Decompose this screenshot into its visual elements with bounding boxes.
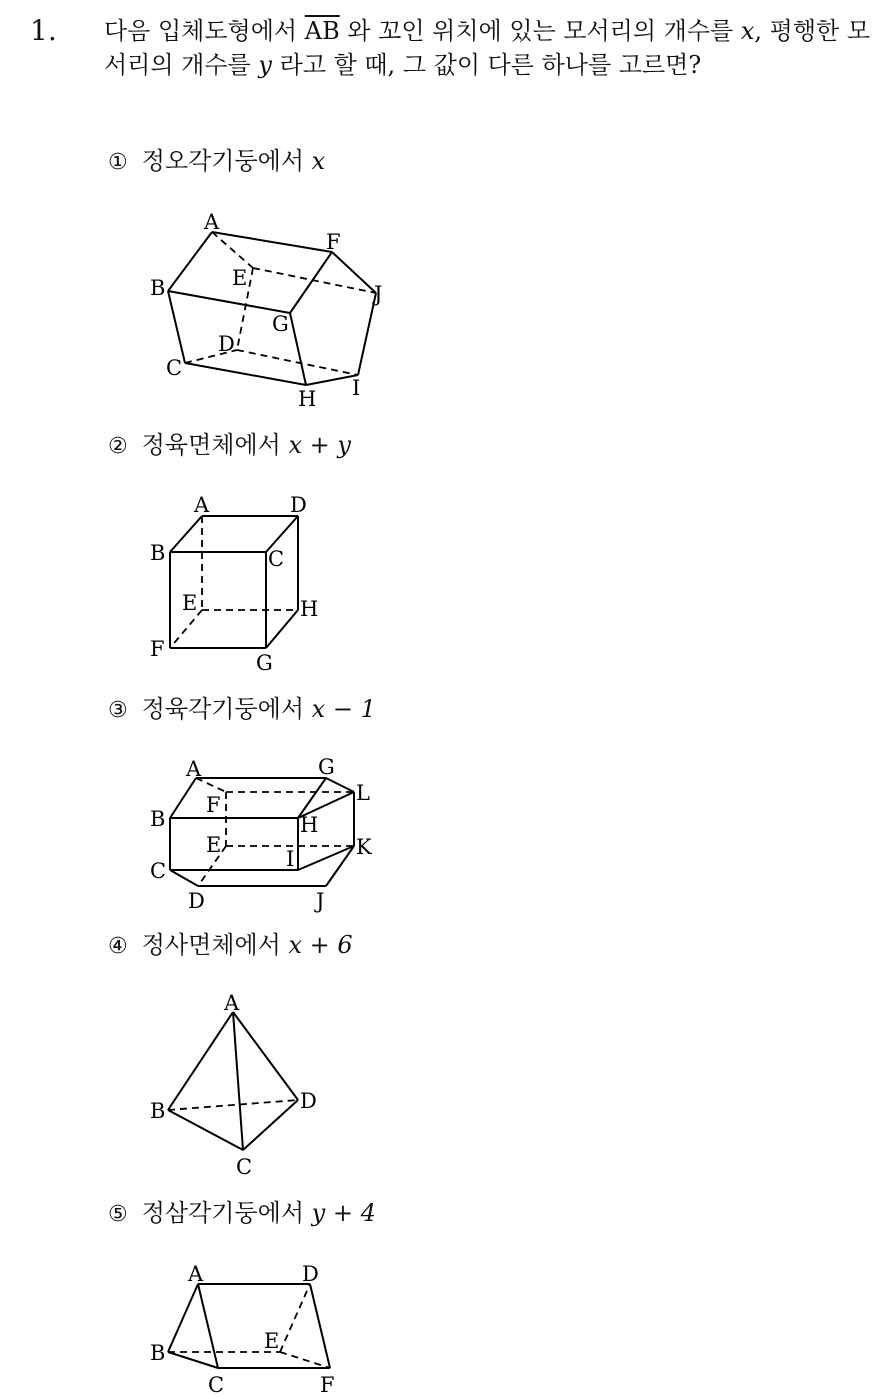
label-A: A bbox=[188, 1262, 204, 1286]
label-A: A bbox=[194, 493, 210, 517]
label-K: K bbox=[356, 835, 372, 859]
segment-ab: $\overline{AB}$ bbox=[304, 17, 340, 45]
label-D: D bbox=[300, 1089, 317, 1113]
question-number: 1. bbox=[30, 14, 57, 47]
label-B: B bbox=[150, 541, 166, 565]
label-B: B bbox=[150, 807, 166, 831]
choice-2-text: 정육면체에서 bbox=[141, 431, 281, 459]
question-text-2: 와 꼬인 위치에 있는 모서리의 개수를 bbox=[339, 17, 741, 45]
tetrahedron-figure bbox=[140, 990, 340, 1180]
label-C: C bbox=[268, 547, 285, 571]
label-C: C bbox=[208, 1373, 225, 1397]
choice-3-marker: ③ bbox=[108, 698, 128, 723]
choice-3-expr: x − 1 bbox=[311, 695, 376, 723]
label-H: H bbox=[300, 597, 319, 621]
choice-2-marker: ② bbox=[108, 434, 128, 459]
label-L: L bbox=[356, 781, 370, 805]
label-C: C bbox=[236, 1155, 253, 1179]
label-A: A bbox=[186, 757, 202, 781]
label-G: G bbox=[318, 755, 335, 779]
label-G: G bbox=[272, 312, 289, 336]
label-I: I bbox=[286, 847, 295, 871]
label-C: C bbox=[150, 859, 167, 883]
variable-y: y bbox=[258, 51, 272, 79]
label-A: A bbox=[204, 210, 220, 234]
label-F: F bbox=[326, 230, 341, 254]
question-text bbox=[104, 14, 874, 82]
label-B: B bbox=[150, 1099, 166, 1123]
choice-1-text: 정오각기둥에서 bbox=[141, 147, 305, 175]
choice-2[interactable] bbox=[108, 430, 351, 462]
pentagonal-prism-figure bbox=[140, 205, 400, 415]
choice-3-text: 정육각기둥에서 bbox=[141, 695, 305, 723]
label-D: D bbox=[188, 889, 205, 913]
label-H: H bbox=[300, 813, 319, 837]
label-F: F bbox=[150, 637, 165, 661]
choice-1-marker: ① bbox=[108, 150, 128, 175]
choice-3[interactable] bbox=[108, 694, 376, 726]
label-J: J bbox=[316, 889, 325, 913]
label-I: I bbox=[352, 376, 361, 400]
label-E: E bbox=[232, 266, 248, 290]
label-E: E bbox=[264, 1329, 280, 1353]
hexagonal-prism-figure bbox=[140, 750, 400, 920]
label-D: D bbox=[290, 493, 307, 517]
label-E: E bbox=[182, 591, 198, 615]
choice-5-marker: ⑤ bbox=[108, 1202, 128, 1227]
label-G: G bbox=[256, 651, 273, 675]
choice-1-expr: x bbox=[311, 147, 326, 175]
label-D: D bbox=[302, 1262, 319, 1286]
choice-4[interactable] bbox=[108, 930, 353, 962]
label-H: H bbox=[298, 387, 317, 411]
choice-5-expr: y + 4 bbox=[311, 1199, 376, 1227]
label-E: E bbox=[206, 833, 222, 857]
label-B: B bbox=[150, 276, 166, 300]
label-C: C bbox=[166, 356, 183, 380]
label-D: D bbox=[218, 332, 235, 356]
choice-5-text: 정삼각기둥에서 bbox=[141, 1199, 305, 1227]
choice-1[interactable] bbox=[108, 146, 325, 178]
choice-4-text: 정사면체에서 bbox=[141, 931, 281, 959]
choice-2-expr: x + y bbox=[288, 431, 351, 459]
question-text-1: 다음 입체도형에서 bbox=[104, 17, 305, 45]
choice-4-expr: x + 6 bbox=[288, 931, 353, 959]
choice-4-marker: ④ bbox=[108, 934, 128, 959]
variable-x: x bbox=[740, 17, 755, 45]
label-F: F bbox=[320, 1373, 335, 1397]
label-F: F bbox=[206, 793, 221, 817]
triangular-prism-figure bbox=[140, 1260, 380, 1399]
question-text-3: , 평행한 모서리의 개수를 bbox=[104, 17, 871, 79]
question-text-4: 라고 할 때, 그 값이 다른 하나를 고르면? bbox=[271, 51, 702, 79]
choice-5[interactable] bbox=[108, 1198, 376, 1230]
cube-figure bbox=[140, 490, 340, 680]
label-A: A bbox=[224, 991, 240, 1015]
label-B: B bbox=[150, 1341, 166, 1365]
label-J: J bbox=[374, 282, 383, 306]
